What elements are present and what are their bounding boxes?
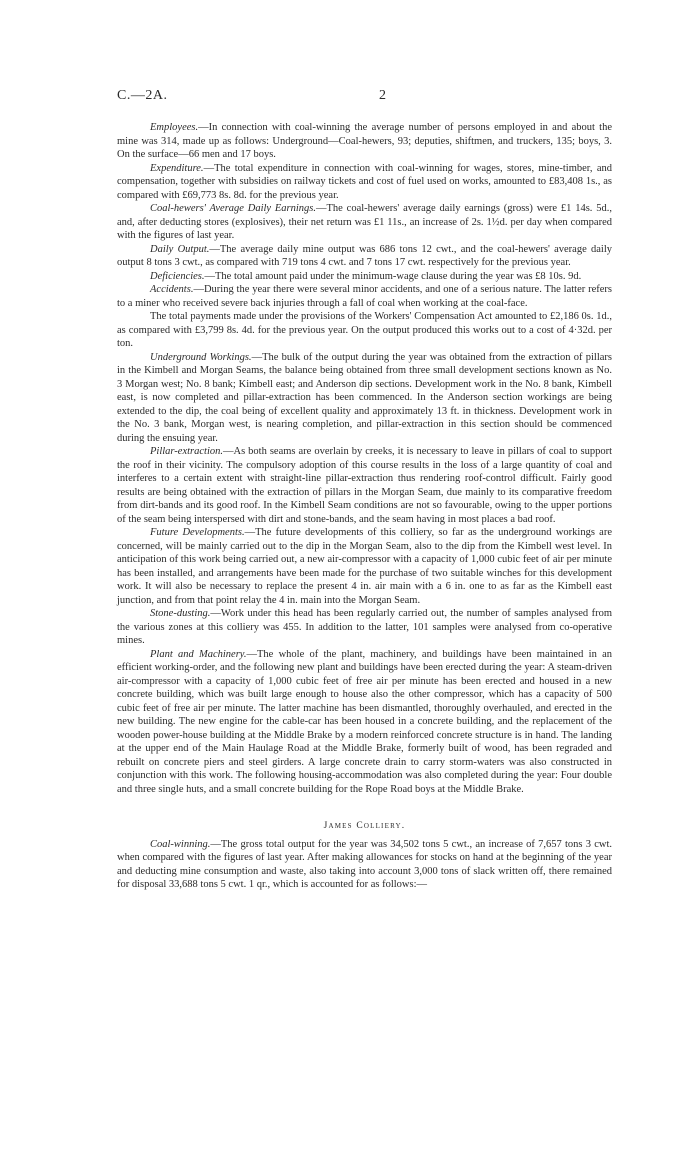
paragraph-employees	[117, 121, 612, 162]
paragraph-expenditure	[117, 162, 612, 203]
paragraph-heading: Coal-winning.	[150, 838, 211, 850]
paragraph-text: The total payments made under the provisions of the Workers' Compensation Act amounted to £2,186 0s. 1d., as compared with £3,799 8s. 4d. for the previous year. On the output produced this works out to a cost of 4·32d. per ton.	[117, 311, 612, 349]
paragraph-text: —The bulk of the output during the year was obtained from the extraction of pillars in the Kimbell and Morgan Seams, the balance being obtained from three small development sections known as No. 3 Morgan west; No. 8 bank; Kimbell east; and Anderson dip sections. Development work in the No. 8 bank, Kimbell east, is now completed and pillar-extraction has been commenced. In the Anderson section workings are being extended to the dip, the coal being of excellent quality and approximately 13 ft. in thickness. Development work in the No. 3 bank, Morgan west, is nearing completion, and pillar-extraction in this section should be commenced during the ensuing year.	[117, 351, 613, 444]
paragraph-heading: Stone-dusting.	[150, 608, 211, 619]
paragraph-heading: Accidents.	[150, 284, 194, 295]
paragraph-coal-winning	[117, 838, 612, 892]
paragraph-heading: Coal-hewers' Average Daily Earnings.	[150, 203, 317, 214]
paragraph-heading: Underground Workings.	[150, 351, 252, 363]
paragraph-stone-dusting	[117, 607, 612, 648]
paragraph-text: —In connection with coal-winning the average number of persons employed in and about the mine was 314, made up as follows: Underground—Coal-hewers, 93; deputies, shiftmen, and truckers, 135; boys, 3. On the surface—66 men and 17 boys.	[117, 122, 612, 160]
paragraph-deficiencies	[117, 270, 612, 284]
paragraph-pillar-extraction	[117, 445, 612, 526]
paragraph-heading: Future Developments.	[150, 527, 245, 538]
paragraph-underground-workings	[117, 351, 612, 446]
paragraph-heading: Pillar-extraction.	[150, 446, 223, 457]
paragraph-earnings	[117, 202, 612, 243]
paragraph-text: —During the year there were several minor accidents, and one of a serious nature. The latter refers to a miner who received severe back injuries through a fall of coal when working at the coal-face.	[117, 284, 612, 309]
section-title: James Colliery.	[323, 821, 406, 831]
document-body	[117, 121, 612, 892]
paragraph-compensation	[117, 310, 612, 351]
paragraph-text: —The whole of the plant, machinery, and buildings have been maintained in an efficient working-order, and the following new plant and buildings have been erected during the year: A steam-driven air-compressor with a capacity of 1,000 cubic feet of free air per minute has been erected and housed in a new concrete building, which was built large enough to house also the other compressor, which has a capacity of 500 cubic feet of free air per minute. The latter machine has been dismantled, thoroughly overhauled, and erected in the new building. The new engine for the cable-car has been housed in a concrete building, and the replacement of the wooden power-house building at the Middle Brake by a modern reinforced concrete structure is in hand. The landing at the upper end of the Main Haulage Road at the Middle Brake, formerly built of wood, has been regraded and rebuilt on concrete piers and steel girders. A large concrete drain to carry storm-waters was also constructed in conjunction with this work. The following housing-accommodation was also completed during the year: Four double and three single huts, and a small concrete building for the Rope Road boys at the Middle Brake.	[117, 648, 612, 795]
paragraph-heading: Plant and Machinery.	[150, 648, 247, 660]
paragraph-text: —The total expenditure in connection with coal-winning for wages, stores, mine-timber, and compensation, together with subsidies on railway tickets and cost of fuel used on works, amounted to £83,408 1s., as compared with £69,773 8s. 8d. for the previous year.	[117, 162, 612, 201]
paragraph-heading: Expenditure.	[150, 162, 204, 174]
paragraph-text: —The average daily mine output was 686 tons 12 cwt., and the coal-hewers' average daily output 8 tons 3 cwt., as compared with 719 tons 4 cwt. and 7 tons 17 cwt. respectively for the previous year.	[117, 243, 613, 268]
page-number: 2	[379, 88, 386, 103]
paragraph-daily-output	[117, 243, 612, 270]
paragraph-text: —As both seams are overlain by creeks, it is necessary to leave in pillars of coal to support the roof in their vicinity. The compulsory adoption of this course results in the loss of a large quantity of coal and interferes to a certain extent with straight-line pillar-extraction thus rendering roof-control difficult. Fairly good results are being obtained with the extraction of pillars in the Morgan Seam, due mainly to its comparative freedom from dirt-bands and its good roof. In the Kimbell Seam conditions are not so favourable, owing to the upper portions of the seam being interspersed with dirt and stone-bands, and the seam having in most places a bad roof.	[117, 446, 612, 525]
paragraph-text: —The gross total output for the year was 34,502 tons 5 cwt., an increase of 7,657 tons 3 cwt. when compared with the figures of last year. After making allowances for stocks on hand at the beginning of the year and deducting mine consumption and waste, also taking into account 3,000 tons of slack written off, there remained for disposal 33,688 tons 5 cwt. 1 qr., which is accounted for as follows:—	[117, 838, 612, 890]
paragraph-text: —The future developments of this colliery, so far as the underground workings are concerned, will be mainly carried out to the dip in the Morgan Seam, also to the dip from the Kimbell west level. In anticipation of this work being carried out, a new air-compressor with a capacity of 1,000 cubic feet of air per minute has been installed, and arrangements have been made for the purchase of two suitable winches for this development work. It will also be necessary to replace the present 4 in. air main with a 6 in. one to as far as the Kimbell east junction, and from that point relay the 4 in. main into the Morgan Seam.	[117, 527, 612, 606]
paragraph-heading: Deficiencies.	[150, 270, 205, 282]
document-reference: C.—2A.	[117, 88, 168, 103]
paragraph-plant-machinery	[117, 648, 612, 797]
page-header	[117, 88, 607, 106]
paragraph-future-developments	[117, 526, 612, 607]
paragraph-text: —The total amount paid under the minimum-wage clause during the year was £8 10s. 9d.	[204, 270, 582, 282]
paragraph-heading: Daily Output.	[150, 243, 210, 255]
paragraph-text: —Work under this head has been regularly carried out, the number of samples analysed from the various zones at this colliery was 455. In addition to the latter, 101 samples were analysed from co-operative mines.	[117, 608, 612, 646]
paragraph-accidents	[117, 283, 612, 310]
paragraph-text: —The coal-hewers' average daily earnings (gross) were £1 14s. 5d., and, after deducting stores (explosives), their net return was £1 11s., an increase of 2s. 1½d. per day when compared with the figures of last year.	[117, 203, 612, 241]
paragraph-heading: Employees.	[150, 122, 199, 133]
